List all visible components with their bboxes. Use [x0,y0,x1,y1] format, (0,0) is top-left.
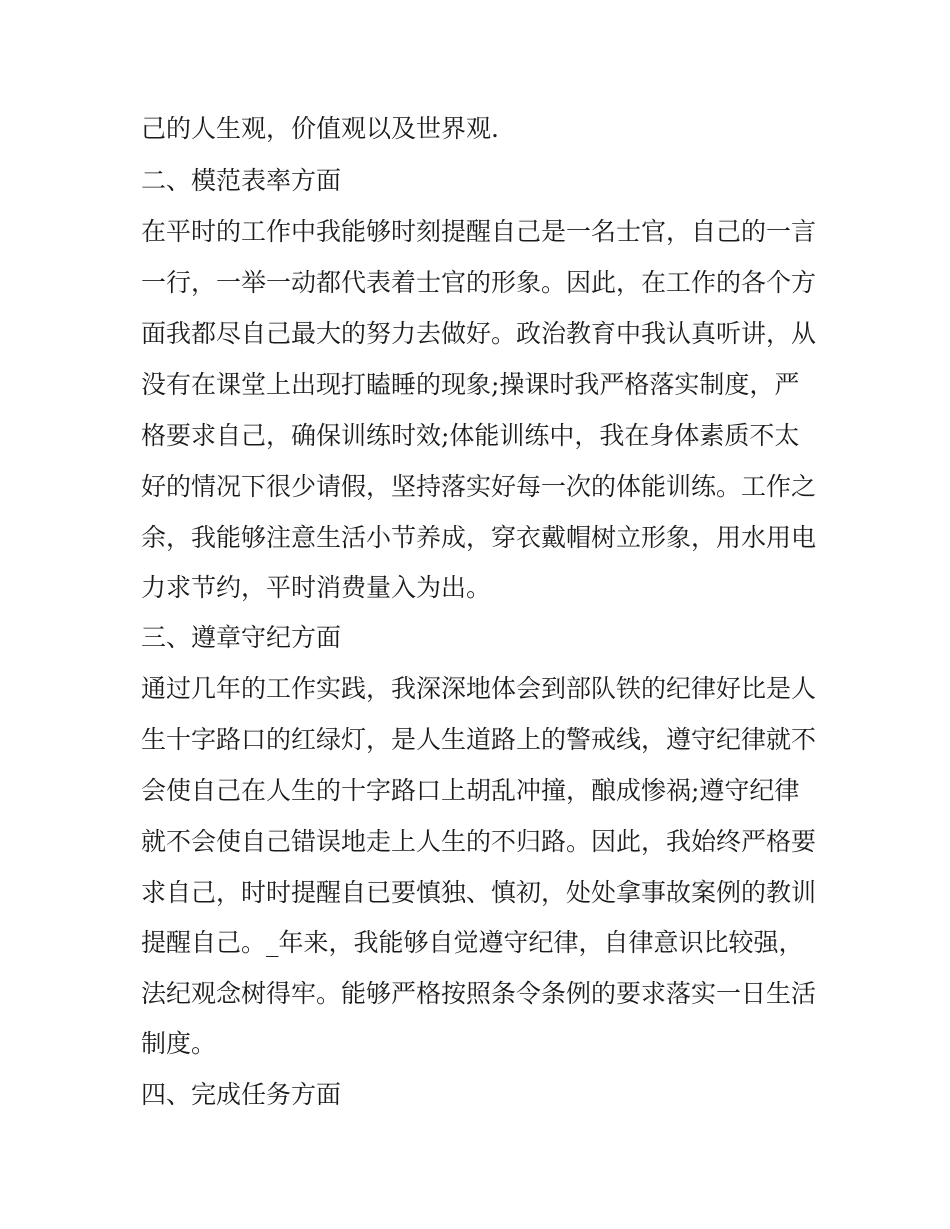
text-line: 己的人生观，价值观以及世界观. [141,114,499,143]
section-heading: 四、完成任务方面 [141,1080,342,1109]
text-line: 余，我能够注意生活小节养成，穿衣戴帽树立形象，用水用电 [141,523,817,552]
text-line: 力求节约，平时消费量入为出。 [141,573,492,602]
text-line: 通过几年的工作实践，我深深地体会到部队铁的纪律好比是人 [141,674,817,703]
text-line: 求自己，时时提醒自已要慎独、慎初，处处拿事故案例的教训 [141,878,817,907]
text-line: 会使自己在人生的十字路口上胡乱冲撞，酿成惨祸;遵守纪律 [141,776,800,805]
text-line: 好的情况下很少请假，坚持落实好每一次的体能训练。工作之 [141,472,817,501]
text-line: 格要求自己，确保训练时效;体能训练中，我在身体素质不太 [141,421,800,450]
text-line: 一行，一举一动都代表着士官的形象。因此，在工作的各个方 [141,268,817,297]
text-line: 提醒自己。_年来，我能够自觉遵守纪律，自律意识比较强， [141,928,804,957]
text-line: 面我都尽自己最大的努力去做好。政治教育中我认真听讲，从 [141,319,817,348]
text-line: 没有在课堂上出现打瞌睡的现象;操课时我严格落实制度，严 [141,370,800,399]
text-line: 生十字路口的红绿灯，是人生道路上的警戒线，遵守纪律就不 [141,725,817,754]
text-line: 就不会使自己错误地走上人生的不归路。因此，我始终严格要 [141,827,817,856]
section-heading: 二、模范表率方面 [141,166,342,195]
text-line: 制度。 [141,1029,217,1058]
section-heading: 三、遵章守纪方面 [141,623,342,652]
text-line: 在平时的工作中我能够时刻提醒自己是一名士官，自己的一言 [141,217,817,246]
text-line: 法纪观念树得牢。能够严格按照条令条例的要求落实一日生活 [141,979,817,1008]
